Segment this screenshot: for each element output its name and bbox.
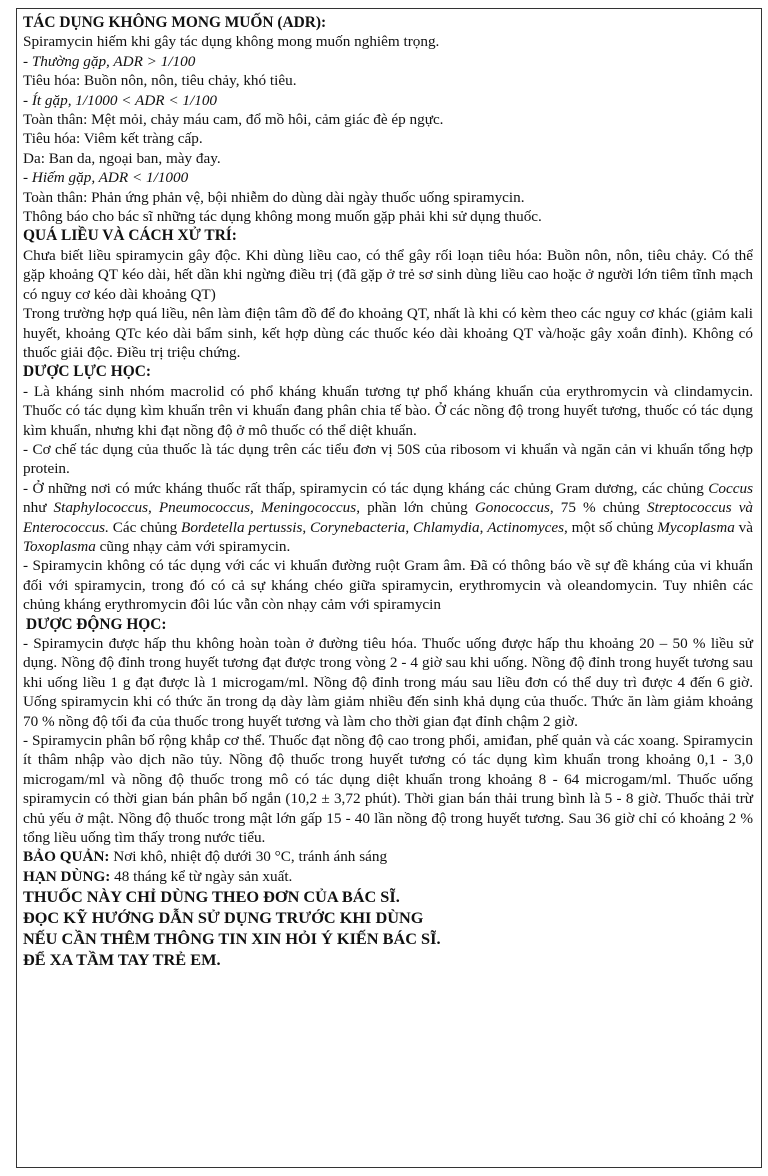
adr-rare-item: Toàn thân: Phản ứng phản vệ, bội nhiễm do dùng dài ngày thuốc uống spiramycin. [23,188,525,206]
pharmacokinetics-heading: DƯỢC ĐỘNG HỌC: [26,615,167,633]
text-run: , [249,499,261,517]
pharmacokinetics-paragraph: - Spiramycin được hấp thu không hoàn toàn ở đường tiêu hóa. Thuốc uống được hấp thu khoảng 20 – 50 % liều sử dụng. Nồng độ đỉnh trong huyết tương đạt được trong vòng 2 - 4 giờ sau khi uống. Nồng độ đỉnh trong huyết tương sau khi uống liều 1 g đạt được là 1 microgam/ml. Nồng độ đỉnh trong máu sau liều đơn có thể duy trì được 4 đến 6 giờ. Uống spiramycin khi có thức ăn trong dạ dày làm giảm nhiều đến sinh khả dụng của thuốc. Thức ăn làm giảm khoảng 70 % nồng độ tối đa của thuốc trong huyết tương và làm cho thời gian đạt đỉnh chậm 2 giờ. [23,635,753,730]
overdose-heading: QUÁ LIỀU VÀ CÁCH XỬ TRÍ: [23,227,237,245]
adr-uncommon-item: Tiêu hóa: Viêm kết tràng cấp. [23,130,203,148]
pharmacodynamics-spectrum-paragraph [23,479,753,557]
warning-line: THUỐC NÀY CHỈ DÙNG THEO ĐƠN CỦA BÁC SĨ. [23,887,400,907]
text-run: - Ở những nơi có mức kháng thuốc rất thấp, spiramycin có tác dụng kháng các chủng Gram dương, các chủng [23,479,709,497]
storage-label: BẢO QUẢN: [23,848,110,866]
shelf-life-label: HẠN DÙNG: [23,867,111,885]
leaflet-page [16,8,762,1168]
warning-line: NẾU CẦN THÊM THÔNG TIN XIN HỎI Ý KIẾN BÁC SĨ. [23,929,441,949]
text-run: như [23,499,54,517]
overdose-paragraph: Trong trường hợp quá liều, nên làm điện tâm đồ để đo khoảng QT, nhất là khi có kèm theo các nguy cơ khác (giảm kali huyết, khoảng QTc kéo dài bẩm sinh, kết hợp dùng các thuốc kéo dài khoảng QT và/hoặc gây xoắn đỉnh). Không có thuốc giải độc. Điều trị triệu chứng. [23,305,753,361]
adr-intro: Spiramycin hiếm khi gây tác dụng không mong muốn nghiêm trọng. [23,33,440,51]
organism-name: Coccus [708,479,753,497]
organism-name: Staphylococcus [53,499,148,517]
organism-name: Mycoplasma [657,518,735,536]
organism-name: Corynebacteria [310,518,406,536]
shelf-life-line [23,867,753,886]
organism-name: Toxoplasma [23,537,96,555]
text-run: , phần lớn chủng [356,499,475,517]
warning-line: ĐỌC KỸ HƯỚNG DẪN SỬ DỤNG TRƯỚC KHI DÙNG [23,908,424,928]
warnings-block [23,886,753,970]
organism-name: Gonococcus [474,499,550,517]
warning-line: ĐỂ XA TẦM TAY TRẺ EM. [23,950,221,970]
adr-heading: TÁC DỤNG KHÔNG MONG MUỐN (ADR): [23,14,327,31]
text-run: , [148,499,159,517]
overdose-paragraph: Chưa biết liều spiramycin gây độc. Khi dùng liều cao, có thể gây rối loạn tiêu hóa: Buồn nôn, nôn, tiêu chảy. Có thể gặp khoảng QT kéo dài, hết dần khi ngừng điều trị (đã gặp ở trẻ sơ sinh dùng liều cao hoặc ở người lớn tiêm tĩnh mạch có nguy cơ kéo dài khoảng QT) [23,246,753,303]
text-run: , 75 % chủng [549,499,647,517]
pharmacokinetics-section [23,615,753,848]
organism-name: Streptococcus và Enterococcus. [23,499,754,536]
adr-uncommon-item: Da: Ban da, ngoại ban, mày đay. [23,149,221,167]
pharmacodynamics-paragraph: - Cơ chế tác dụng của thuốc là tác dụng trên các tiểu đơn vị 50S của ribosom vi khuẩn và ngăn cản vi khuẩn tổng hợp protein. [23,440,753,478]
adr-rare-label: - Hiếm gặp, ADR < 1/1000 [23,169,189,187]
pharmacodynamics-heading: DƯỢC LỰC HỌC: [23,363,151,381]
text-run: và [734,518,754,536]
shelf-life-text: 48 tháng kể từ ngày sản xuất. [110,867,293,885]
adr-uncommon-label: - Ít gặp, 1/1000 < ADR < 1/100 [23,91,218,109]
pharmacodynamics-section [23,362,753,614]
organism-name: Bordetella pertussis [181,518,303,536]
adr-section [23,13,753,226]
storage-line [23,847,753,866]
pharmacodynamics-paragraph: - Spiramycin không có tác dụng với các vi khuẩn đường ruột Gram âm. Đã có thông báo về sự đề kháng của vi khuẩn đối với spiramycin, trong đó có cả sự kháng chéo giữa spiramycin, erythromycin và oleandomycin. Tuy nhiên các chủng kháng erythromycin đôi lúc vẫn còn nhạy cảm với spiramycin [23,557,753,614]
text-run: , một số chủng [563,518,658,536]
adr-common-label: - Thường gặp, ADR > 1/100 [23,52,196,70]
adr-notice: Thông báo cho bác sĩ những tác dụng không mong muốn gặp phải khi sử dụng thuốc. [23,208,542,226]
organism-name: Actinomyces [487,518,564,536]
text-run: , [302,518,311,536]
text-run: cũng nhạy cảm với spiramycin. [95,537,291,555]
adr-uncommon-item: Toàn thân: Mệt mỏi, chảy máu cam, đổ mồ hôi, cảm giác đè ép ngực. [23,111,444,129]
text-run: , [479,518,488,536]
organism-name: Chlamydia [412,518,480,536]
organism-name: Pneumococcus [158,499,250,517]
overdose-section [23,226,753,362]
adr-common-item: Tiêu hóa: Buồn nôn, nôn, tiêu chảy, khó tiêu. [23,72,297,90]
pharmacokinetics-paragraph: - Spiramycin phân bố rộng khắp cơ thể. Thuốc đạt nồng độ cao trong phổi, amiđan, phế quản và các xoang. Spiramycin ít thâm nhập vào dịch não tủy. Nồng độ thuốc trong huyết tương có tác dụng kìm khuẩn trong khoảng 0,1 - 3,0 microgam/ml và nồng độ thuốc trong mô có tác dụng diệt khuẩn trong khoảng 8 - 64 microgam/ml. Thuốc uống spiramycin có thời gian bán phân bố ngắn (10,2 ± 3,72 phút). Thời gian bán thải trung bình là 5 - 8 giờ. Thuốc thải trừ chủ yếu ở mật. Nồng độ thuốc trong mật lớn gấp 15 - 40 lần nồng độ trong huyết tương. Sau 36 giờ chỉ có khoảng 2 % tổng liều uống tìm thấy trong nước tiểu. [23,732,753,847]
text-run: Các chủng [108,518,182,536]
pharmacodynamics-paragraph: - Là kháng sinh nhóm macrolid có phổ kháng khuẩn tương tự phổ kháng khuẩn của erythromycin và clindamycin. Thuốc có tác dụng kìm khuẩn trên vi khuẩn đang phân chia tế bào. Ở các nồng độ trong huyết tương, thuốc có tác dụng kìm khuẩn, nhưng khi đạt nồng độ ở mô thuốc có thể diệt khuẩn. [23,382,753,439]
organism-name: Meningococcus [260,499,357,517]
storage-text: Nơi khô, nhiệt độ dưới 30 °C, tránh ánh sáng [109,848,388,866]
text-run: , [405,518,413,536]
